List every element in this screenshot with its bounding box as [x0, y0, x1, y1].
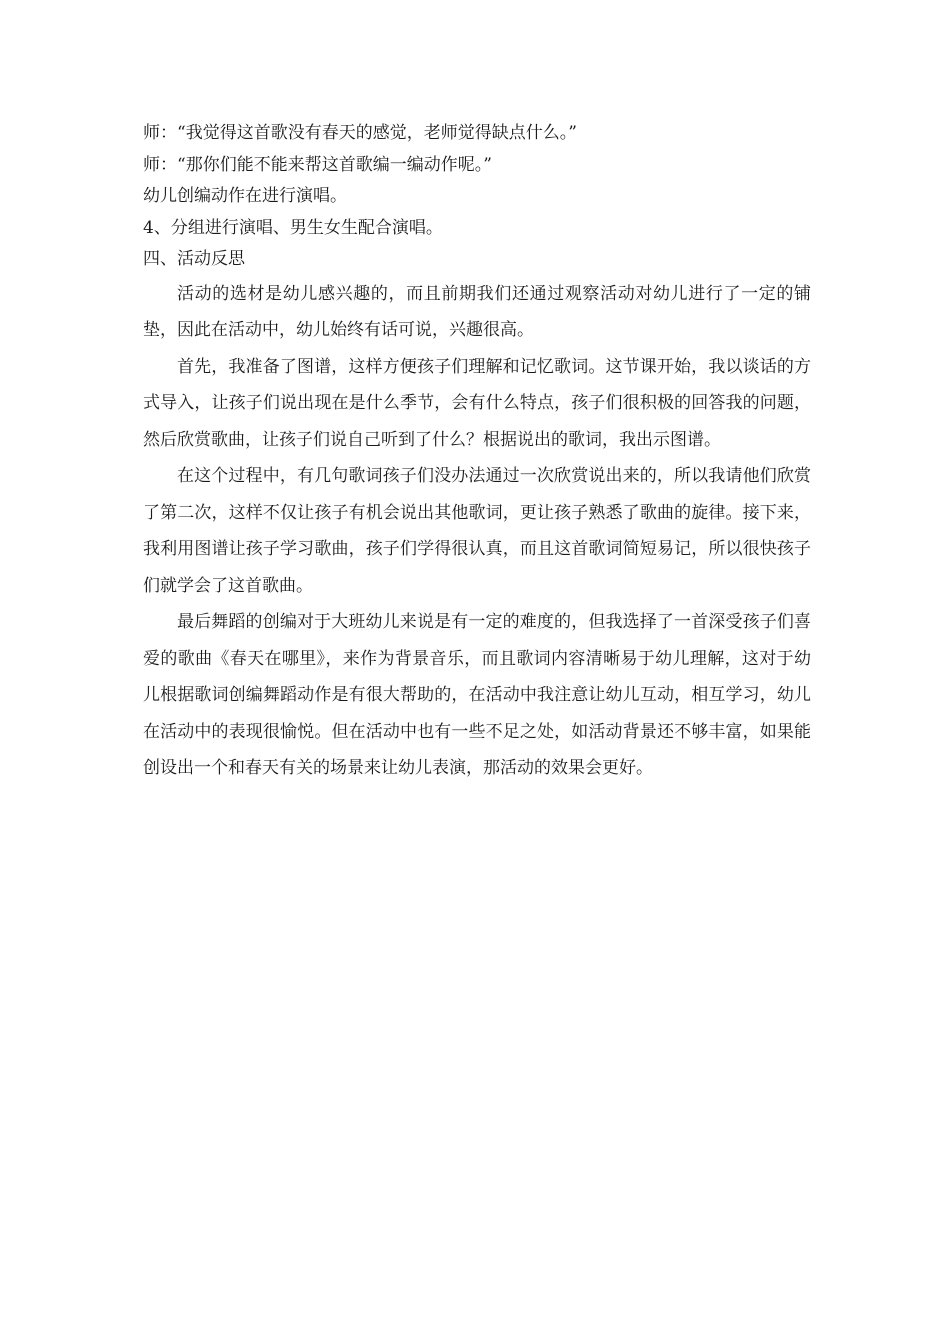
paragraph-reflection-4: 最后舞蹈的创编对于大班幼儿来说是有一定的难度的，但我选择了一首深受孩子们喜爱的歌曲《春天在哪里》，来作为背景音乐，而且歌词内容清晰易于幼儿理解，这对于幼儿根据歌词创编舞蹈动作是有很大帮助的，在活动中我注意让幼儿互动，相互学习，幼儿在活动中的表现很愉悦。但在活动中也有一些不足之处，如活动背景还不够丰富，如果能创设出一个和春天有关的场景来让幼儿表演，那活动的效果会更好。	[143, 612, 811, 778]
paragraph-reflection-2: 首先，我准备了图谱，这样方便孩子们理解和记忆歌词。这节课开始，我以谈话的方式导入，让孩子们说出现在是什么季节，会有什么特点，孩子们很积极的回答我的问题，然后欣赏歌曲，让孩子们说自己听到了什么？根据说出的歌词，我出示图谱。	[143, 356, 811, 450]
step-4-line: 4、分组进行演唱、男生女生配合演唱。	[143, 217, 443, 238]
section-heading-reflection: 四、活动反思	[143, 249, 245, 269]
dialogue-line-teacher-1: 师：“我觉得这首歌没有春天的感觉，老师觉得缺点什么。”	[143, 123, 577, 143]
paragraph-reflection-3: 在这个过程中，有几句歌词孩子们没办法通过一次欣赏说出来的，所以我请他们欣赏了第二次，这样不仅让孩子有机会说出其他歌词，更让孩子熟悉了歌曲的旋律。接下来，我利用图谱让孩子学习歌曲，孩子们学得很认真，而且这首歌词简短易记，所以很快孩子们就学会了这首歌曲。	[143, 466, 811, 596]
activity-line: 幼儿创编动作在进行演唱。	[143, 186, 347, 206]
document-body	[143, 118, 811, 787]
dialogue-line-teacher-2: 师：“那你们能不能来帮这首歌编一编动作呢。”	[143, 154, 492, 175]
paragraph-reflection-1: 活动的选材是幼儿感兴趣的，而且前期我们还通过观察活动对幼儿进行了一定的铺垫，因此在活动中，幼儿始终有话可说，兴趣很高。	[143, 283, 811, 340]
